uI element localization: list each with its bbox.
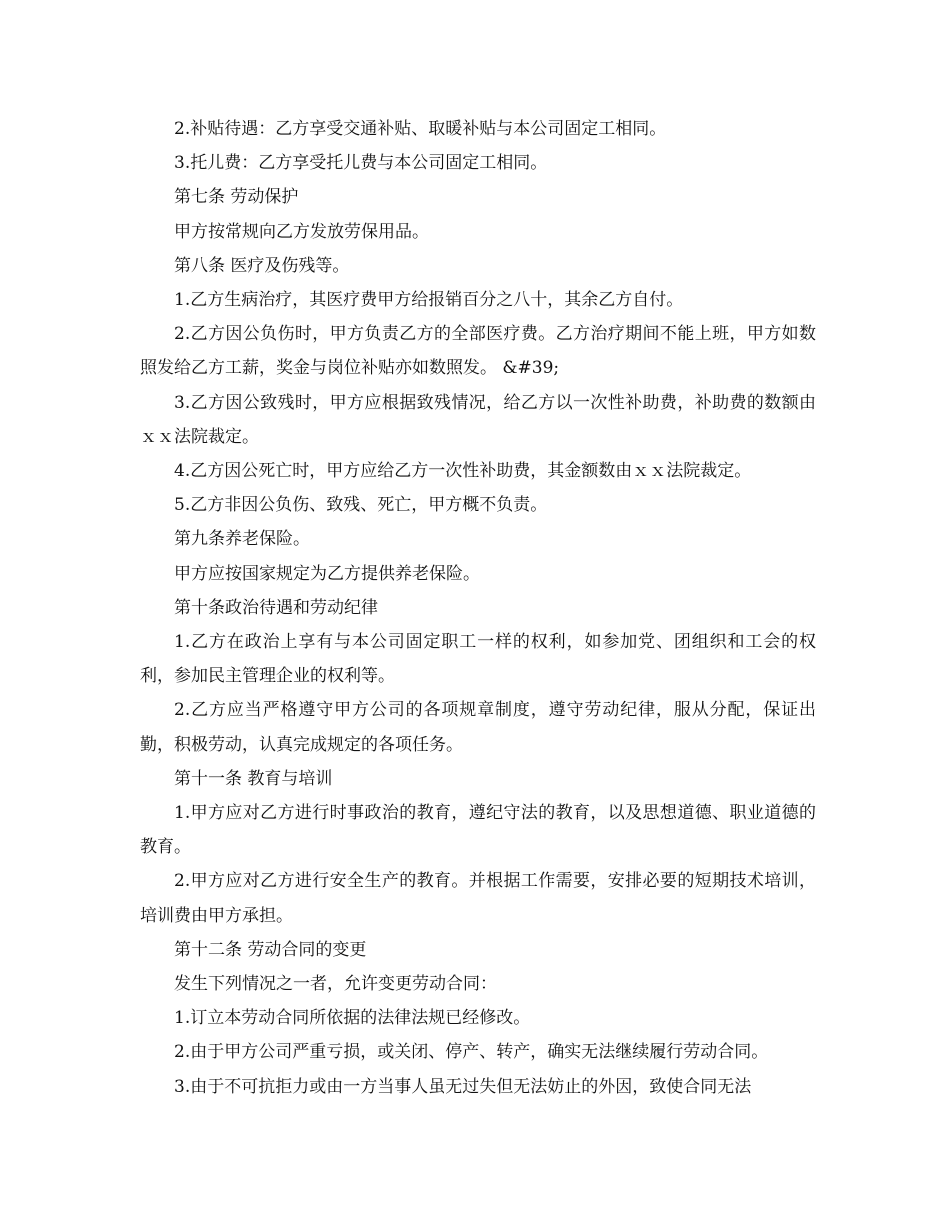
paragraph: 5.乙方非因公负伤、致残、死亡，甲方概不负责。 (174, 495, 548, 516)
section-heading: 第十二条 劳动合同的变更 (174, 939, 367, 960)
paragraph: 3.乙方因公致残时，甲方应根据致残情况，给乙方以一次性补助费，补助费的数额由ｘｘ法院裁定。 (140, 392, 816, 447)
paragraph: 2.甲方应对乙方进行安全生产的教育。并根据工作需要，安排必要的短期技术培训，培训费由甲方承担。 (140, 871, 816, 926)
paragraph: 2.补贴待遇：乙方享受交通补贴、取暖补贴与本公司固定工相同。 (174, 119, 667, 139)
section-heading: 第九条养老保险。 (174, 529, 310, 550)
section-heading: 第十条政治待遇和劳动纪律 (174, 597, 378, 618)
paragraph: 1.乙方生病治疗，其医疗费甲方给报销百分之八十，其余乙方自付。 (174, 290, 684, 311)
paragraph: 3.由于不可抗拒力或由一方当事人虽无过失但无法妨止的外因，致使合同无法 (174, 1076, 752, 1097)
paragraph: 1.乙方在政治上享有与本公司固定职工一样的权利，如参加党、团组织和工会的权利，参加民主管理企业的权利等。 (140, 632, 816, 687)
paragraph: 4.乙方因公死亡时，甲方应给乙方一次性补助费，其金额数由ｘｘ法院裁定。 (174, 461, 752, 482)
paragraph: 2.乙方应当严格遵守甲方公司的各项规章制度，遵守劳动纪律，服从分配，保证出勤，积极劳动，认真完成规定的各项任务。 (140, 700, 816, 755)
paragraph: 1.订立本劳动合同所依据的法律法规已经修改。 (174, 1008, 531, 1029)
paragraph: 2.乙方因公负伤时，甲方负责乙方的全部医疗费。乙方治疗期间不能上班，甲方如数照发给乙方工薪，奖金与岗位补贴亦如数照发。 &#39; (140, 324, 816, 379)
section-heading: 第十一条 教育与培训 (174, 768, 333, 789)
paragraph: 发生下列情况之一者，允许变更劳动合同： (174, 974, 497, 995)
section-heading: 第七条 劳动保护 (174, 187, 299, 208)
paragraph: 3.托儿费：乙方享受托儿费与本公司固定工相同。 (174, 153, 548, 174)
paragraph: 甲方按常规向乙方发放劳保用品。 (174, 221, 429, 242)
contract-body (140, 112, 816, 1104)
paragraph: 甲方应按国家规定为乙方提供养老保险。 (174, 563, 480, 584)
paragraph: 2.由于甲方公司严重亏损，或关闭、停产、转产，确实无法继续履行劳动合同。 (174, 1042, 769, 1063)
section-heading: 第八条 医疗及伤残等。 (174, 255, 350, 276)
paragraph: 1.甲方应对乙方进行时事政治的教育，遵纪守法的教育，以及思想道德、职业道德的教育。 (140, 803, 816, 858)
